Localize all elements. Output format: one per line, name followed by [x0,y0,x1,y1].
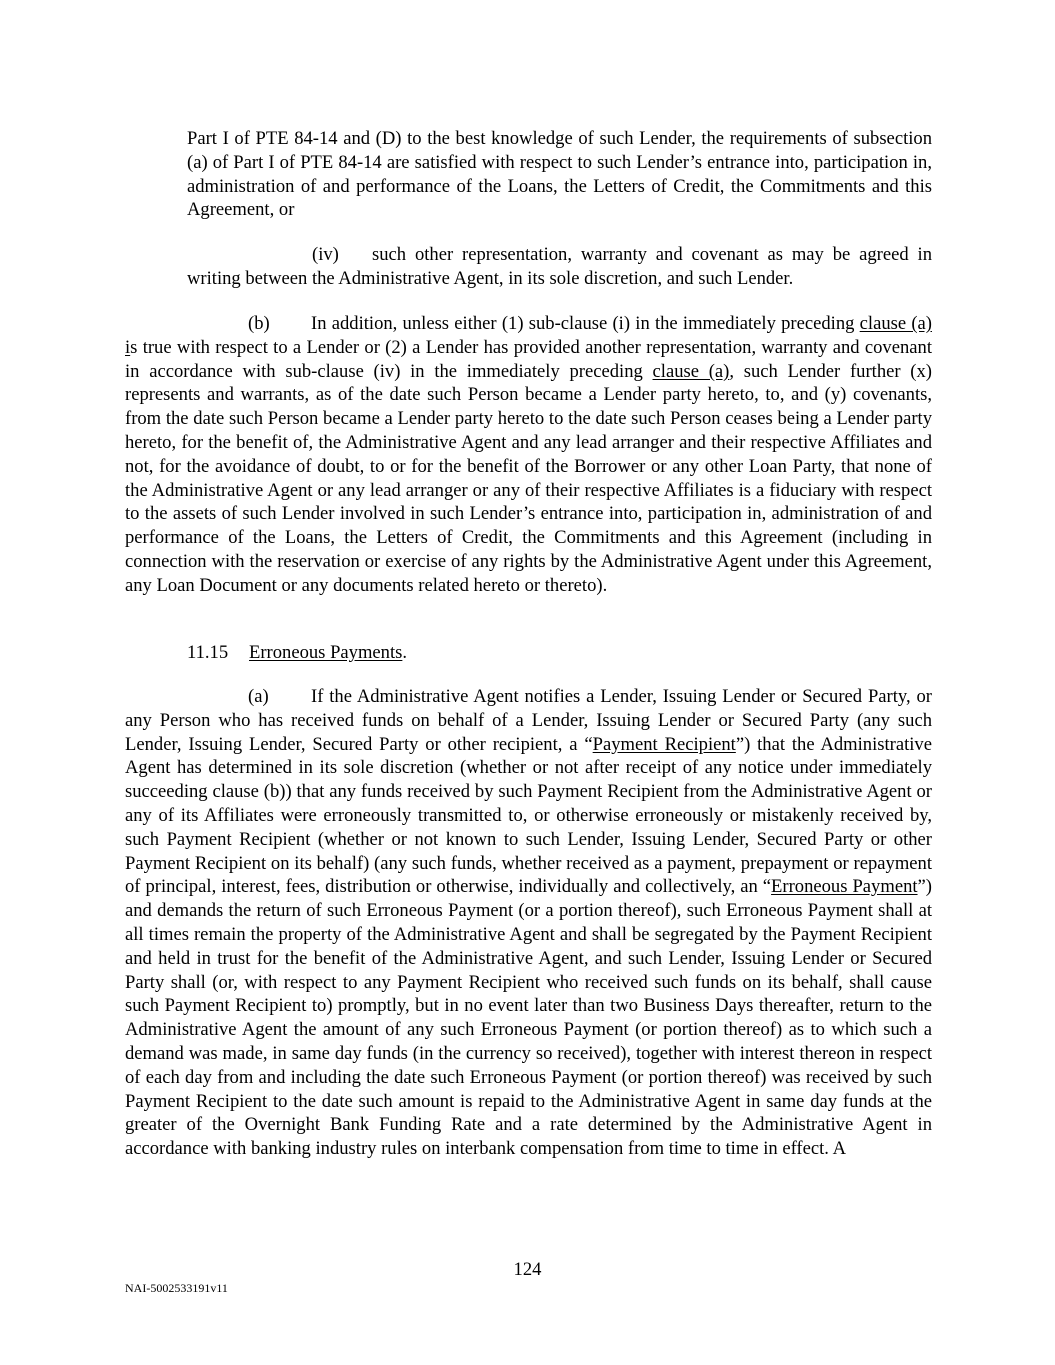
paragraph-pte-requirements: Part I of PTE 84-14 and (D) to the best knowledge of such Lender, the requirements of subsection (a) of Part I of PTE 84-14 are satisfied with respect to such Lender’s entrance into, participation in, administration of and performance of the Loans, the Letters of Credit, the Commitments and this Agreement, or [187,128,932,221]
section-heading-11-15 [187,641,932,665]
clause-a-text-2: ”) that the Administrative Agent has determined in its sole discretion (whether or not after receipt of any notice under immediately succeeding clause (b)) that any funds received by such Payment Recipient from the Administrative Agent or any of its Affiliates were erroneously transmitted to, or otherwise erroneously or mistakenly received by, such Payment Recipient (whether or not known to such Lender, Issuing Lender, Secured Party or other Payment Recipient on its behalf) (any such funds, whether received as a payment, prepayment or repayment of principal, interest, fees, distribution or otherwise, individually and collectively, an “ [125,733,932,898]
paragraph-iv [187,243,932,291]
clause-a-text-3: ”) and demands the return of such Erroneous Payment (or a portion thereof), such Erroneous Payment shall at all times remain the property of the Administrative Agent and shall be segregated by the Payment Recipient and held in trust for the benefit of the Administrative Agent, and such Lender, Issuing Lender or Secured Party shall (or, with respect to any Payment Recipient who received such funds on its behalf, shall cause such Payment Recipient to) promptly, but in no event later than two Business Days thereafter, return to the Administrative Agent the amount of any such Erroneous Payment (or portion thereof) as to which such a demand was made, in same day funds (in the currency so received), together with interest thereon in respect of each day from and including the date such Erroneous Payment (or portion thereof) was received by such Payment Recipient to the date such amount is repaid to the Administrative Agent in same day funds at the greater of the Overnight Bank Funding Rate and a rate determined by the Administrative Agent in accordance with banking industry rules on interbank compensation from time to time in effect. A [125,876,932,1160]
clause-b-text-2: s true with respect to a Lender or (2) a Lender has provided another representation, warranty and covenant in accordance with sub-clause (iv) in the immediately preceding [125,336,932,382]
clause-b-text-3: , such Lender further (x) represents and warrants, as of the date such Person became a Lender party hereto, to, and (y) covenants, from the date such Person became a Lender party hereto to the date such Person ceases being a Lender party hereto, for the benefit of, the Administrative Agent and any lead arranger and their respective Affiliates and not, for the avoidance of doubt, to or for the benefit of the Borrower or any other Loan Party, that none of the Administrative Agent or any lead arranger or any of their respective Affiliates is a fiduciary with respect to the assets of such Lender involved in such Lender’s entrance into, participation in, administration of and performance of the Loans, the Letters of Credit, the Commitments and this Agreement (including in connection with the reservation or exercise of any rights by the Administrative Agent under this Agreement, any Loan Document or any documents related hereto or thereto). [125,360,932,596]
cross-reference-clause-a-2: clause (a) [652,360,730,382]
section-title: Erroneous Payments [249,642,403,663]
clause-iv-text: such other representation, warranty and covenant as may be agreed in writing between the Administrative Agent, in its sole discretion, and such Lender. [187,244,932,289]
paragraph-a-erroneous-payments [125,685,932,1161]
cross-reference-clause-a-1: clause (a) i [125,313,932,358]
clause-a-text-1: If the Administrative Agent notifies a Lender, Issuing Lender or Secured Party, or any Person who has received funds on behalf of a Lender, Issuing Lender or Secured Party (any such Lender, Issuing Lender, Secured Party or other recipient, a “ [125,686,932,755]
document-id-footer: NAI-5002533191v11 [125,1281,228,1295]
defined-term-payment-recipient: Payment Recipient [592,733,736,755]
page-number: 124 [513,1259,542,1280]
section-title-period: . [402,642,408,663]
clause-marker-b: (b) [248,313,270,334]
paragraph-b [125,312,932,598]
clause-marker-iv: (iv) [312,244,339,265]
defined-term-erroneous-payment: Erroneous Payment [771,876,918,898]
clause-marker-a: (a) [248,686,269,707]
section-number: 11.15 [187,642,229,663]
clause-b-text-1: In addition, unless either (1) sub-clause (i) in the immediately preceding [311,313,860,334]
